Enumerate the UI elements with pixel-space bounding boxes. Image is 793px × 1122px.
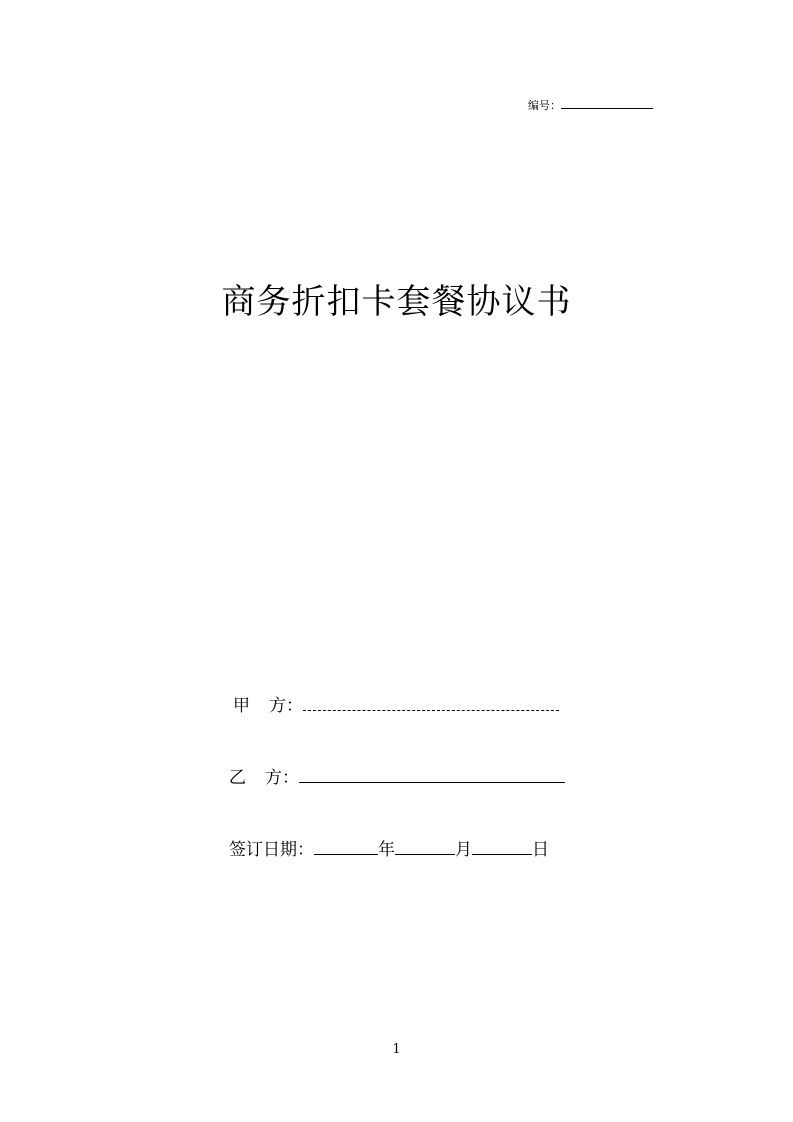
party-a-blank[interactable] bbox=[303, 694, 559, 711]
party-b-blank[interactable] bbox=[299, 766, 565, 783]
year-label: 年 bbox=[378, 840, 395, 860]
party-b-label-char: 乙 bbox=[229, 768, 246, 788]
month-blank[interactable] bbox=[395, 838, 455, 855]
party-b-label-suffix: 方： bbox=[265, 768, 299, 788]
day-blank[interactable] bbox=[472, 838, 532, 855]
serial-number-field bbox=[528, 96, 653, 114]
year-blank[interactable] bbox=[314, 838, 378, 855]
serial-number-blank[interactable] bbox=[561, 96, 653, 109]
party-a-label-suffix: 方： bbox=[269, 696, 303, 716]
month-label: 月 bbox=[455, 840, 472, 860]
signing-date-row bbox=[229, 838, 549, 861]
signing-date-label: 签订日期： bbox=[229, 840, 314, 860]
serial-number-label: 编号： bbox=[528, 99, 561, 112]
day-label: 日 bbox=[532, 840, 549, 860]
document-title: 商务折扣卡套餐协议书 bbox=[221, 282, 572, 322]
party-a-label-char: 甲 bbox=[233, 696, 250, 716]
party-b-row bbox=[229, 766, 565, 789]
page-number: 1 bbox=[392, 1042, 401, 1057]
party-a-row bbox=[233, 694, 559, 717]
